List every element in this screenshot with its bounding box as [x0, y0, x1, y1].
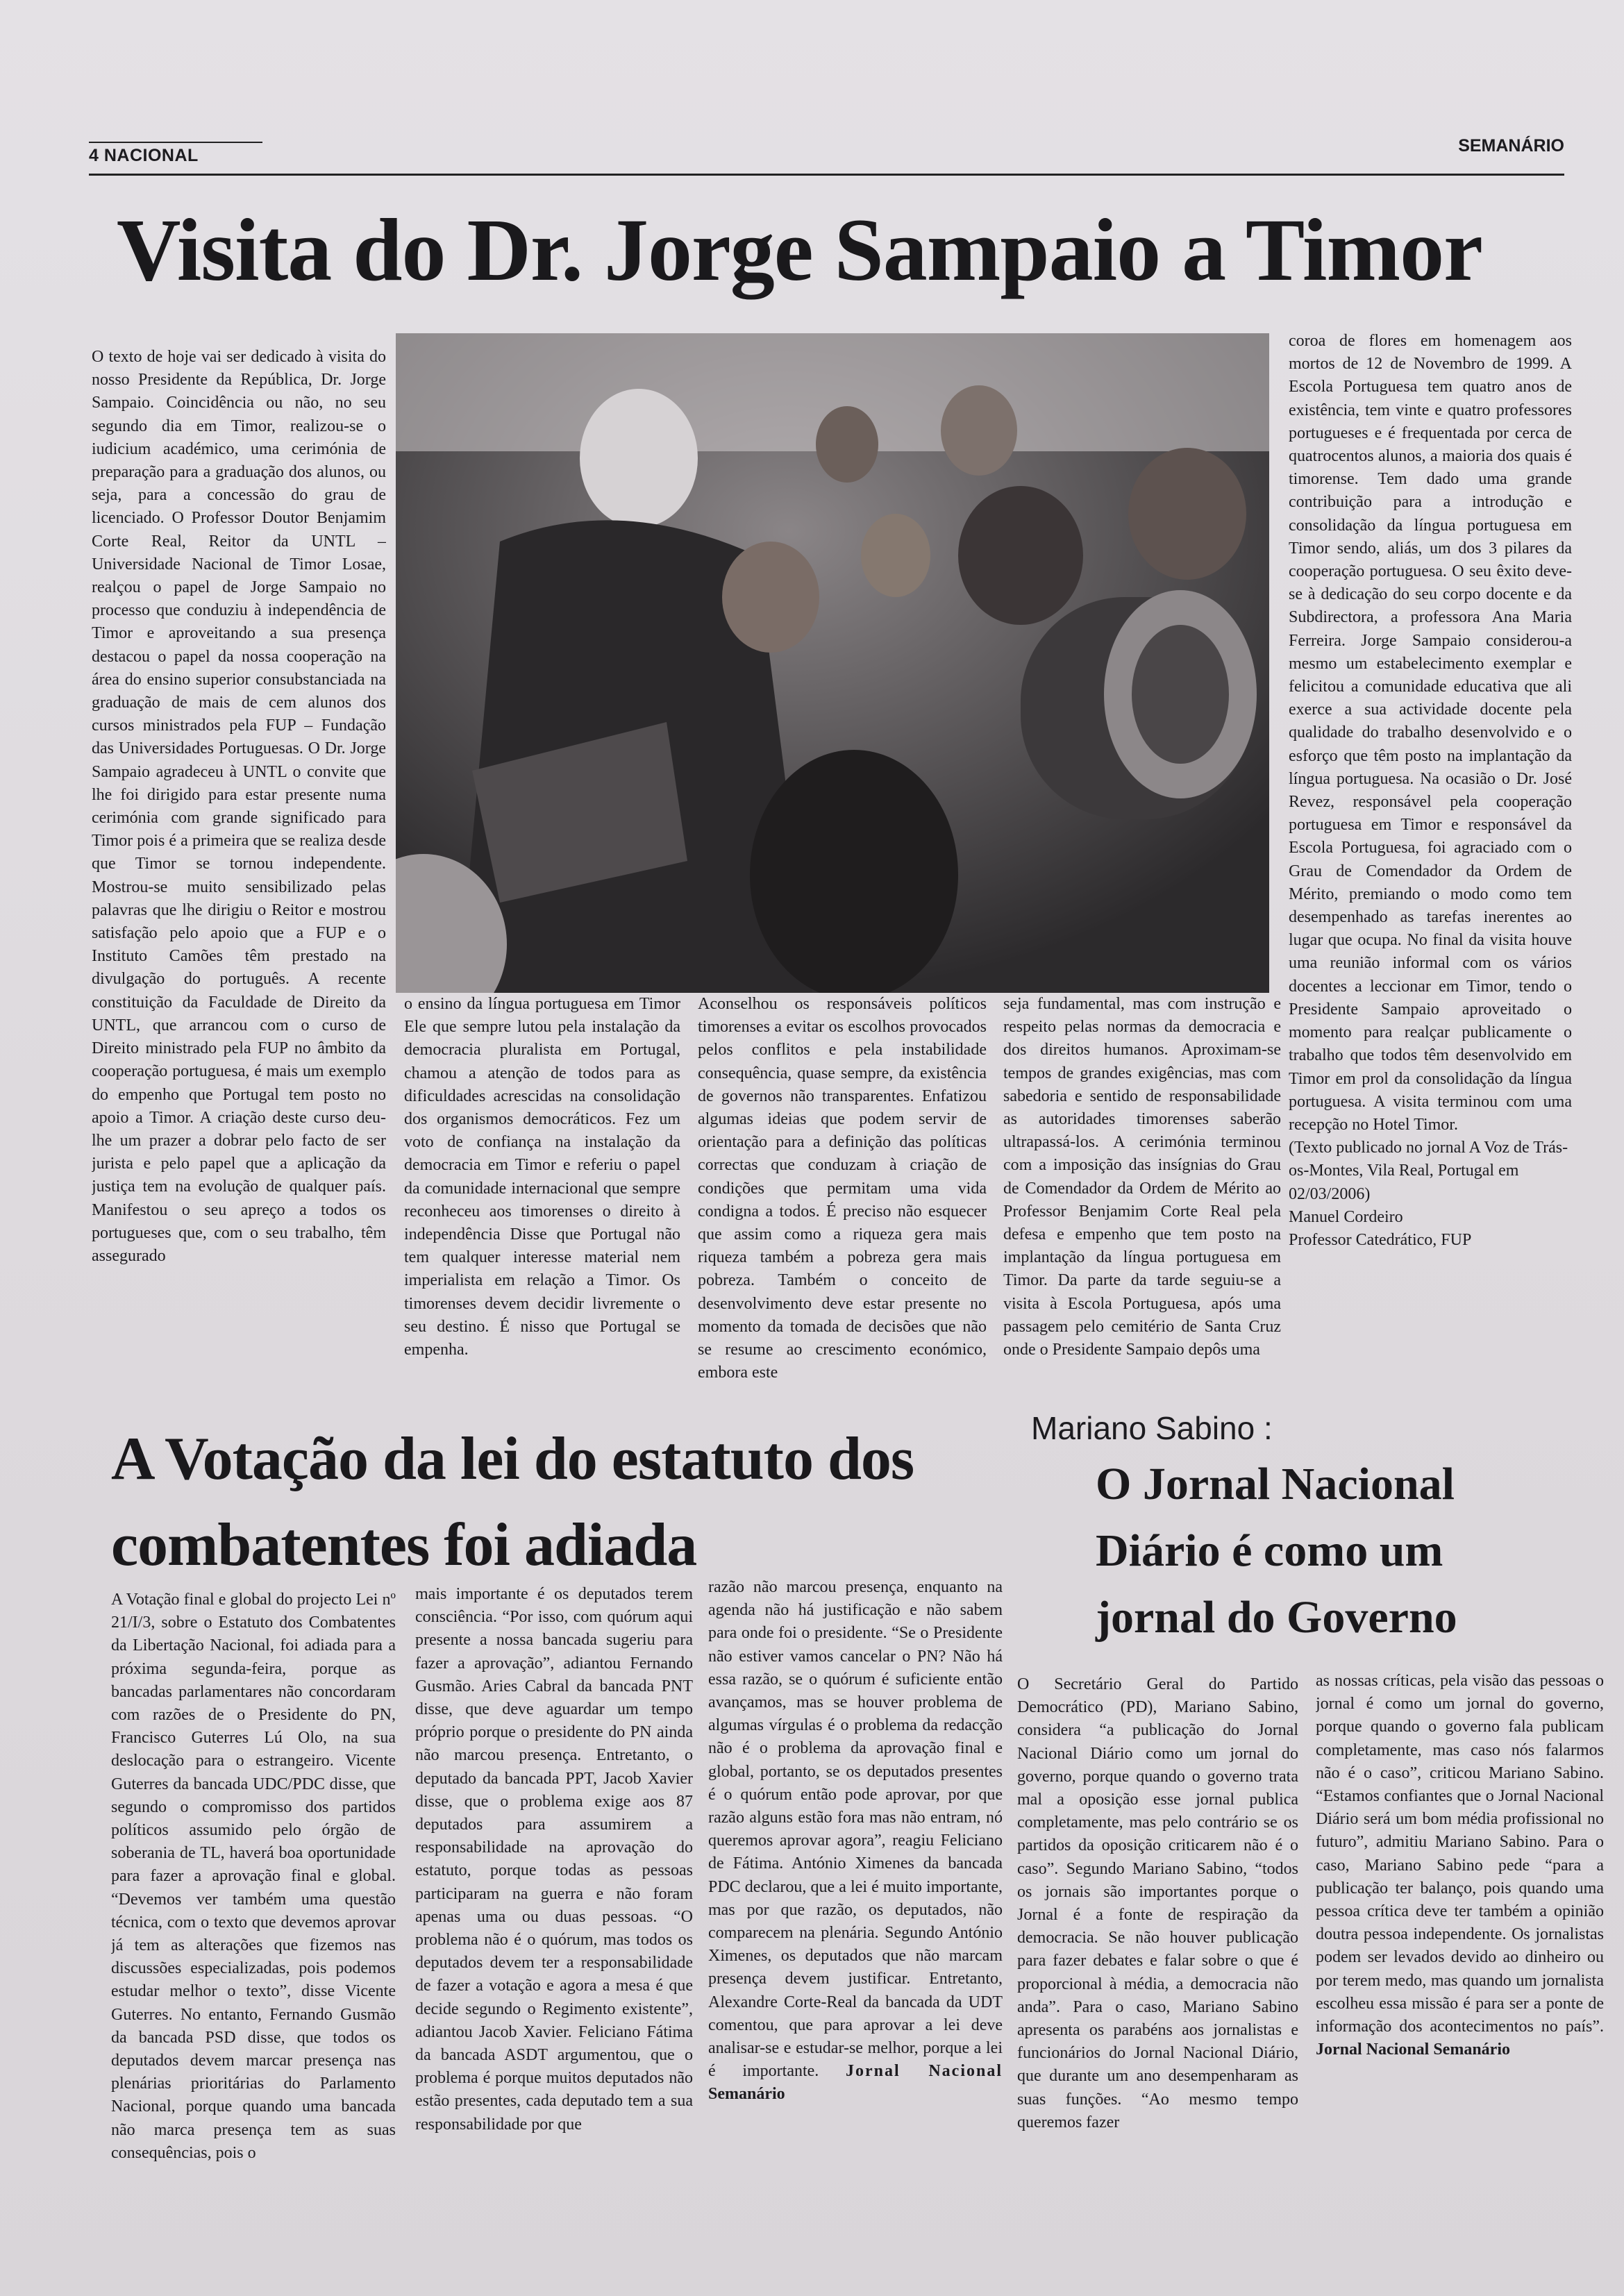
article2-signature: Jornal Nacional: [846, 2062, 1003, 2081]
article1-column-4: [1003, 993, 1281, 1409]
article1-col2-text: o ensino da língua portuguesa em Timor Ele que sempre lutou pela instalação da democracia pluralista em Portugal, chamou a atenção de todos para as dificuldades acrescidas na consolidação dos organismos democráticos. Fez um voto de confiança na instalação da democracia em Timor e referiu o papel da comunidade internacional que sempre reconheceu aos timorenses o direito à independência Disse que Portugal não tem qualquer interesse material nem imperialista em relação a Timor. Os timorenses devem decidir livremente o seu destino. É nisso que Portugal se empenha.: [404, 995, 680, 1359]
article3-col2-text: [1316, 1670, 1604, 2061]
article3-headline: O Jornal Nacional Diário é como um jornal do Governo: [1096, 1459, 1457, 1643]
article2-col1-text: A Votação final e global do projecto Lei nº 21/I/3, sobre o Estatuto dos Combatentes da Libertação Nacional, foi adiada para a próxima segunda-feira, porque as bancadas parlamentares não concordaram com razões de o Presidente do PN, Francisco Guterres Lú Olo, na sua deslocação para o estrangeiro. Vicente Guterres da bancada UDC/PDC disse, que segundo o compromisso dos partidos políticos assumido pelo órgão de soberania de TL, haverá boa oportunidade para fazer a aprovação final e global. “Devemos ver também uma questão técnica, com o texto que devemos aprovar já tem as alterações que fizemos nas discussões especializadas, pois podemos estudar melhor o texto”, disse Vicente Guterres. No entanto, Fernando Gusmão da bancada PSD disse, que todos os deputados devem marcar presença nas plenárias prioritárias do Parlamento Nacional, porque quando uma bancada não marca presença tem as suas consequências, pois o: [111, 1591, 396, 2162]
source-note: (Texto publicado no jornal A Voz de Trás-os-Montes, Vila Real, Portugal em 02/03/2006): [1289, 1139, 1568, 1203]
article1-col1-text: O texto de hoje vai ser dedicado à visita do nosso Presidente da República, Dr. Jorge Sampaio. Coincidência ou não, no seu segundo dia em Timor, realizou-se o iudicium académico, uma cerimónia de preparação para a graduação dos alunos, ou seja, para a concessão do grau de licenciado. O Professor Doutor Benjamim Corte Real, Reitor da UNTL – Universidade Nacional de Timor Losae, realçou o papel de Jorge Sampaio no processo que conduziu à independência de Timor e aproveitando a sua presença destacou o papel da nossa cooperação na área do ensino superior consubstanciada na graduação de mais de cem alunos dos cursos ministrados pela FUP – Fundação das Universidades Portuguesas. O Dr. Jorge Sampaio agradeceu à UNTL o convite que lhe foi dirigido para estar presente numa cerimónia com grande significado para Timor pois é a primeira que se realiza desde que Timor se tornou independente. Mostrou-se muito sensibilizado pelas palavras que lhe dirigiu o Reitor e mostrou satisfação pelo apoio que a FUP e o Instituto Camões têm prestado na divulgação do português. A recente constituição da Faculdade de Direito da UNTL, que arrancou com o curso de Direito ministrado pela FUP no âmbito da cooperação portuguesa, é mais um exemplo do empenho que Portugal tem posto no apoio a Timor. A criação deste curso deu-lhe um prazer a dobrar pelo facto de ser jurista e pelo papel que a aplicação da justiça tem na evolução de qualquer país. Manifestou o seu apreço a todos os portugueses que, com o seu trabalho, têm assegurado: [92, 348, 386, 1265]
article3-col1-text: O Secretário Geral do Partido Democrático (PD), Mariano Sabino, considera “a publicação do Jornal Nacional Diário como um jornal do governo, porque quando o governo trata mal a oposição esse jornal publica completamente, mas pelo contrário se os partidos da oposição criticarem não é o caso”. Segundo Mariano Sabino, “todos os jornais são importantes porque o Jornal é a fonte de respiração da democracia. Se não houver publicação para fazer debates e falar sobre o que é proporcional à média, a democracia não anda”. Para o caso, Mariano Sabino apresenta os parabéns aos jornalistas e funcionários do Jornal Nacional Diário, que durante um ano desempenharam as suas funções. “Ao mesmo tempo queremos fazer: [1017, 1675, 1298, 2131]
article3-signature: Jornal Nacional Semanário: [1316, 2041, 1510, 2059]
article1-col5-text: coroa de flores em homenagem aos mortos de 12 de Novembro de 1999. A Escola Portuguesa tem quatro anos de existência, tem vinte e quatro professores portugueses e é frequentada por cerca de quatrocentos alunos, a maioria dos quais é timorense. Tem dado uma grande contribuição para a introdução e consolidação da língua portuguesa em Timor sendo, aliás, um dos 3 pilares da cooperação portuguesa. O seu êxito deve-se à dedicação do seu corpo docente e da Subdirectora, a professora Ana Maria Ferreira. Jorge Sampaio considerou-a mesmo um estabelecimento exemplar e felicitou a comunidade educativa que ali exerce a sua actividade docente pela qualidade do trabalho desenvolvido e o esforço que têm posto na implantação da língua portuguesa. Na ocasião o Dr. José Revez, responsável pela cooperação portuguesa em Timor e responsável da Escola Portuguesa, foi agraciado com o Grau de Comendador da Ordem de Mérito, premiando o modo como tem desempenhado as tarefas inerentes ao lugar que ocupa. No final da visita houve uma reunião informal com os vários docentes a leccionar em Timor, tendo o Presidente Sampaio aproveitado o momento para realçar publicamente o trabalho que todos têm desenvolvido em Timor em prol da consolidação da língua portuguesa. A visita terminou com uma recepção no Hotel Timor.: [1289, 332, 1572, 1134]
article3-col2-body: as nossas críticas, pela visão das pessoas o jornal é como um jornal do governo, porque quando o governo fala publicam completamente, mas caso nós falarmos não é o caso”, criticou Mariano Sabino. “Estamos confiantes que o Jornal Nacional Diário será um bom média profissional no futuro”, admitiu Mariano Sabino. Para o caso, Mariano Sabino pede “para a publicação ter balanço, pois quando uma pessoa crítica deve ter também a opinião doutra pessoa independente. Os jornalistas podem ser levados devido ao dinheiro ou por terem medo, mas quando um jornalista escolheu essa missão é para ser a ponte de informação dos acontecimentos no país”.: [1316, 1672, 1604, 2036]
article1-column-5: [1289, 330, 1572, 1396]
section-rule: [89, 142, 262, 143]
article2-column-3: [708, 1576, 1003, 2253]
article2-column-1: [111, 1589, 396, 2255]
article2-col3-body: razão não marcou presença, enquanto na agenda não há justificação e não sabem para onde foi o presidente. “Se o Presidente não estiver vamos cancelar o PN? Não há essa razão, se o quórum é suficiente então avançamos, mas se houver problema de algumas vírgulas é o problema da redacção não é o problema da aprovação final e global, portanto, se os deputados presentes é o quórum então pode aprovar, por que razão alguns estão fora mas não entram, nó queremos aprovar agora”, reagiu Feliciano de Fátima. António Ximenes da bancada PDC declarou, que a lei é muito importante, mas por que razão, os deputados, não comparecem na plenária. Segundo António Ximenes, os deputados que não marcam presença devem justificar. Entretanto, Alexandre Corte-Real da bancada da UDT comentou, que para aprovar a lei deve analisar-se e estudar-se melhor, porque a lei é importante.: [708, 1578, 1003, 2081]
article1-column-2: [404, 993, 680, 1409]
article1-headline: Visita do Dr. Jorge Sampaio a Timor: [117, 201, 1482, 299]
article2-headline: A Votação da lei do estatuto dos combatentes foi adiada: [111, 1425, 914, 1579]
article2-signature-2: Semanário: [708, 2085, 785, 2104]
article3-column-2: [1316, 1670, 1604, 2246]
photo-illustration: [396, 333, 1269, 993]
author-name: Manuel Cordeiro: [1289, 1207, 1403, 1226]
section-label: 4 NACIONAL: [89, 146, 199, 165]
article1-column-3: [698, 993, 987, 1409]
article2-column-2: [415, 1583, 693, 2249]
header-rule: [89, 174, 1564, 176]
article3-kicker: Mariano Sabino :: [1031, 1410, 1273, 1446]
article1-col4-text: seja fundamental, mas com instrução e respeito pelas normas da democracia e dos direitos humanos. Aproximam-se tempos de grandes exigências, mas com sabedoria e sentido de responsabilidade as autoridades timorenses saberão ultrapassá-los. A cerimónia terminou com a imposição das insígnias do Grau de Comendador da Ordem de Mérito ao Professor Benjamim Corte Real pela defesa e empenho que tem posto na implantação da língua portuguesa em Timor. Da parte da tarde seguiu-se a visita à Escola Portuguesa, após uma passagem pelo cemitério de Santa Cruz onde o Presidente Sampaio depôs uma: [1003, 995, 1281, 1359]
article2-col2-text: mais importante é os deputados terem consciência. “Por isso, com quórum aqui presente a nossa bancada sugeriu para fazer a aprovação”, adiantou Fernando Gusmão. Aries Cabral da bancada PNT disse, que deve aguardar um tempo próprio porque o presidente do PN ainda não marcou presença. Entretanto, o deputado da bancada PPT, Jacob Xavier disse, que o problema exige aos 87 deputados para assumirem a responsabilidade na aprovação do estatuto, porque todas as pessoas participaram na guerra e não foram apenas uma ou duas pessoas. “O problema não é o quórum, mas todos os deputados devem ter a responsabilidade de fazer a votação e agora a mesa é que decide segundo o Regimento existente”, adiantou Jacob Xavier. Feliciano Fátima da bancada ASDT argumentou, que o problema é porque muitos deputados não estão presentes, cada deputado tem a sua responsabilidade por que: [415, 1585, 693, 2134]
article3-column-1: [1017, 1673, 1298, 2229]
author-title: Professor Catedrático, FUP: [1289, 1230, 1472, 1249]
article1-column-1: [92, 346, 386, 1408]
article2-col3-text: [708, 1576, 1003, 2106]
publication-name: SEMANÁRIO: [1458, 136, 1564, 156]
article1-col3-text: Aconselhou os responsáveis políticos timorenses a evitar os escolhos provocados pelos conflitos e pela instabilidade consequência, quase sempre, da existência de governos não transparentes. Enfatizou algumas ideias que podem servir de orientação para a definição das políticas correctas que conduzam à criação de condições que permitam uma vida condigna a todos. É preciso não esquecer que assim como a riqueza gera mais riqueza também a pobreza gera mais pobreza. Também o conceito de desenvolvimento deve estar presente no momento da tomada de decisões que não se resume ao crescimento económico, embora este: [698, 995, 987, 1382]
article1-photo: [396, 333, 1269, 993]
